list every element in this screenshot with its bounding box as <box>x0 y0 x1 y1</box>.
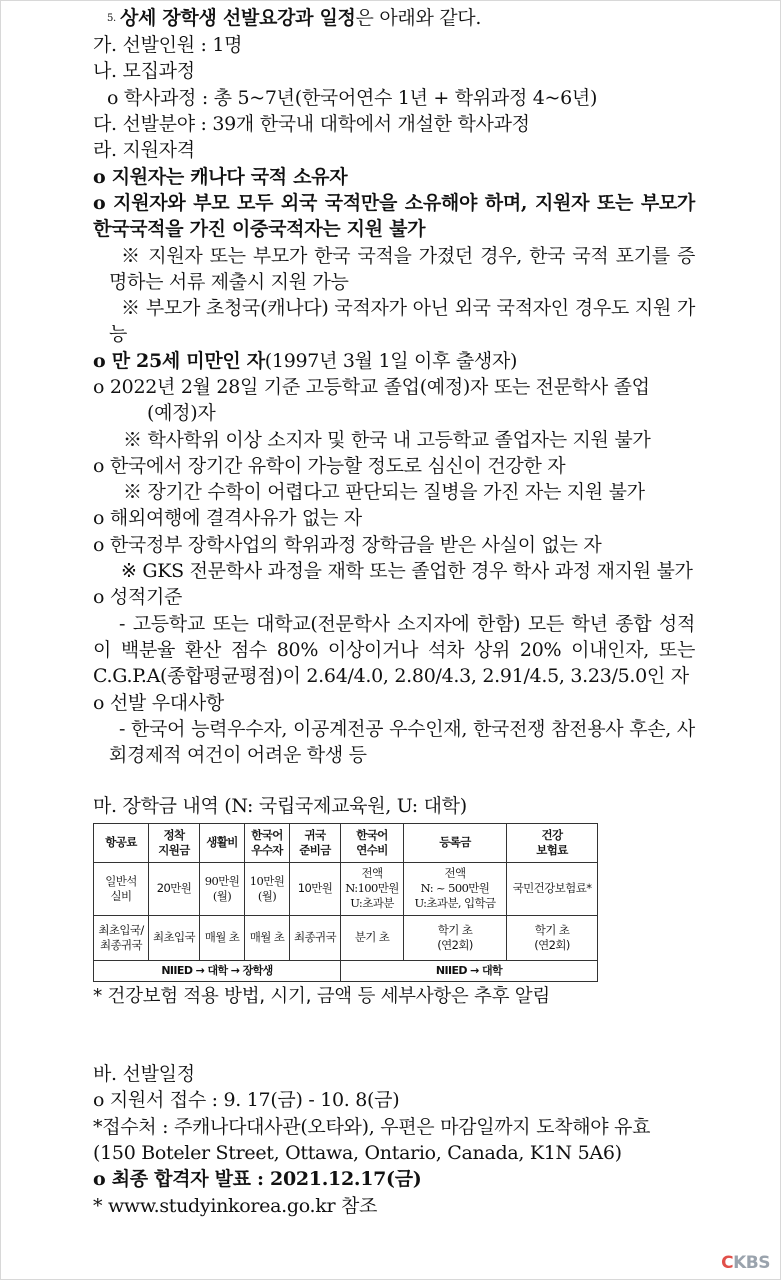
line-d3-rest: (1997년 3월 1일 이후 출생자) <box>264 349 518 372</box>
heading-e: 마. 장학금 내역 (N: 국립국제교육원, U: 대학) <box>93 795 467 818</box>
scholarship-table <box>93 823 598 982</box>
line-d4a: o 2022년 2월 28일 기준 고등학교 졸업(예정)자 또는 전문학사 졸업 <box>93 376 650 398</box>
logo-kbs: KBS <box>733 1253 770 1273</box>
table-cell: 매월 초 <box>245 915 290 960</box>
line-f5: * www.studyinkorea.go.kr 참조 <box>93 1194 378 1217</box>
line-b1: o 학사과정 : 총 5~7년(한국어연수 1년 + 학위과정 4~6년) <box>107 86 598 109</box>
intro-bold: 상세 장학생 선발요강과 일정 <box>119 7 356 29</box>
heading-c: 다. 선발분야 : 39개 한국내 대학에서 개설한 학사과정 <box>93 113 530 136</box>
logo-c: C <box>721 1253 734 1273</box>
line-f3: (150 Boteler Street, Ottawa, Ontario, Canada, K1N 5A6) <box>93 1141 622 1164</box>
line-d7: o 한국정부 장학사업의 학위과정 장학금을 받은 사실이 없는 자 <box>93 533 602 556</box>
document-body <box>93 5 695 1219</box>
line-f4: o 최종 합격자 발표 : 2021.12.17(금) <box>93 1168 422 1191</box>
spacer <box>93 768 695 793</box>
table-cell: 전액 N: ~ 500만원 U:초과분, 입학금 <box>404 862 507 915</box>
table-cell: 국민건강보험료* <box>507 862 598 915</box>
table-header-row <box>94 823 598 862</box>
table-header-cell: 등록금 <box>404 823 507 862</box>
heading-b: 나. 모집과정 <box>93 60 195 83</box>
table-cell: 매월 초 <box>200 915 245 960</box>
line-d8: o 성적기준 <box>93 586 183 609</box>
heading-a: 가. 선발인원 : 1명 <box>93 34 243 57</box>
note-d7n: ※ GKS 전문학사 과정을 재학 또는 졸업한 경우 학사 과정 재지원 불가 <box>121 560 693 583</box>
line-d4b: (예정)자 <box>147 402 216 425</box>
note-d4n: ※ 학사학위 이상 소지자 및 한국 내 고등학교 졸업자는 지원 불가 <box>123 428 651 451</box>
table-header-cell: 생활비 <box>200 823 245 862</box>
table-flow-row <box>94 960 598 981</box>
heading-d: 라. 지원자격 <box>93 139 195 162</box>
section-number: 5. <box>107 12 116 24</box>
table-row <box>94 862 598 915</box>
table-cell: 90만원 (월) <box>200 862 245 915</box>
intro-rest: 은 아래와 같다. <box>355 7 482 29</box>
table-cell: 20만원 <box>149 862 200 915</box>
line-f1: o 지원서 접수 : 9. 17(금) - 10. 8(금) <box>93 1089 400 1112</box>
table-header-cell: 항공료 <box>94 823 149 862</box>
line-d1: o 지원자는 캐나다 국적 소유자 <box>93 165 348 188</box>
table-cell: 10만원 <box>290 862 341 915</box>
line-d5: o 한국에서 장기간 유학이 가능할 정도로 심신이 건강한 자 <box>93 454 566 477</box>
intro-line <box>93 5 695 32</box>
line-f2: *접수처 : 주캐나다대사관(오타와), 우편은 마감일까지 도착해야 유효 <box>93 1115 651 1138</box>
table-cell: 최종귀국 <box>290 915 341 960</box>
table-cell: 학기 초 (연2회) <box>507 915 598 960</box>
table-header-cell: 한국어 우수자 <box>245 823 290 862</box>
note-d2n1: ※ 지원자 또는 부모가 한국 국적을 가졌던 경우, 한국 국적 포기를 증명하는 서류 제출시 지원 가능 <box>109 244 695 293</box>
table-cell: 최초입국 <box>149 915 200 960</box>
line-d3-bold: o 만 25세 미만인 자 <box>93 349 265 372</box>
text-d8t: - 고등학교 또는 대학교(전문학사 소지자에 한함) 모든 학년 종합 성적이 백분율 환산 점수 80% 이상이거나 석차 상위 20% 이내인자, 또는 C.G.P.A(종합평균평점)이 2.64/4.0, 2.80/4.3, 2.91/4.5, 3.23/5.0인 자 <box>93 612 695 688</box>
table-header-cell: 귀국 준비금 <box>290 823 341 862</box>
flow-left: NIIED → 대학 → 장학생 <box>94 960 341 981</box>
table-row <box>94 915 598 960</box>
line-d2: o 지원자와 부모 모두 외국 국적만을 소유해야 하며, 지원자 또는 부모가 한국국적을 가진 이중국적자는 지원 불가 <box>93 191 695 241</box>
table-cell: 전액 N:100만원 U:초과분 <box>341 862 404 915</box>
table-cell: 최초입국/ 최종귀국 <box>94 915 149 960</box>
spacer <box>93 1010 695 1061</box>
text-d9t: - 한국어 능력우수자, 이공계전공 우수인재, 한국전쟁 참전용사 후손, 사회경제적 여건이 어려운 학생 등 <box>109 717 695 767</box>
table-header-cell: 건강 보험료 <box>507 823 598 862</box>
broadcaster-logo <box>721 1253 770 1273</box>
note-d2n2: ※ 부모가 초청국(캐나다) 국적자가 아닌 외국 국적자인 경우도 지원 가능 <box>109 297 695 346</box>
note-d5n: ※ 장기간 수학이 어렵다고 판단되는 질병을 가진 자는 지원 불가 <box>123 481 645 504</box>
table-cell: 학기 초 (연2회) <box>404 915 507 960</box>
heading-f: 바. 선발일정 <box>93 1063 195 1086</box>
flow-right: NIIED → 대학 <box>341 960 598 981</box>
line-d9: o 선발 우대사항 <box>93 691 224 714</box>
table-header-cell: 한국어 연수비 <box>341 823 404 862</box>
table-cell: 일반석 실비 <box>94 862 149 915</box>
table-note: * 건강보험 적용 방법, 시기, 금액 등 세부사항은 추후 알림 <box>93 985 550 1007</box>
line-d3 <box>93 348 695 374</box>
table-header-cell: 정착 지원금 <box>149 823 200 862</box>
table-cell: 10만원 (월) <box>245 862 290 915</box>
line-d6: o 해외여행에 결격사유가 없는 자 <box>93 507 362 530</box>
table-cell: 분기 초 <box>341 915 404 960</box>
